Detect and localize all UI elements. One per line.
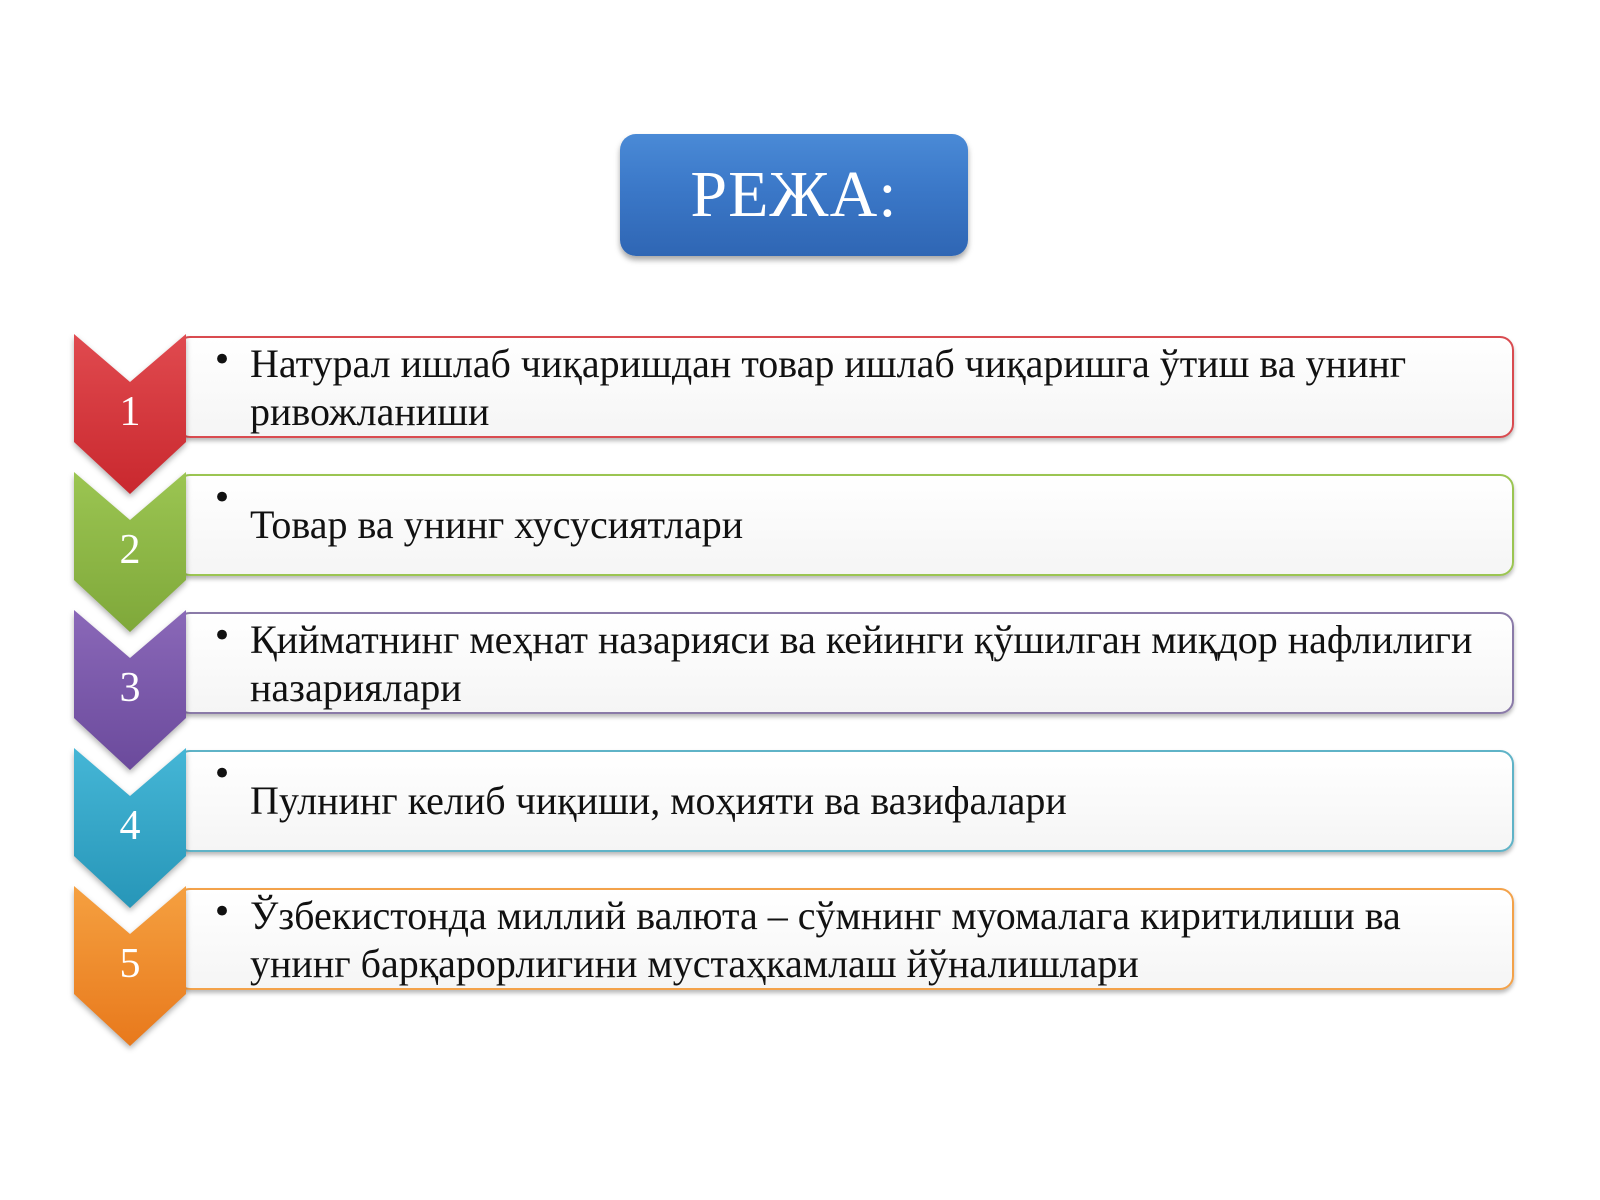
plan-item-1-text: Натурал ишлаб чиқаришдан товар ишлаб чиқаришга ўтиш ва унинг ривожланиши: [250, 341, 1407, 434]
bullet-icon: •: [212, 754, 233, 794]
bullet-icon: •: [212, 340, 233, 380]
plan-item-5-text: Ўзбекистонда миллий валюта – сўмнинг муомалага киритилиши ва унинг барқарорлигини мустаҳкамлаш йўналишлари: [250, 893, 1401, 986]
plan-item-5-box: [176, 888, 1514, 990]
bullet-icon: •: [212, 478, 233, 518]
plan-item-2-number: 2: [119, 527, 141, 573]
plan-item-3-box: [176, 612, 1514, 714]
plan-item-3-text: Қийматнинг меҳнат назарияси ва кейинги қўшилган миқдор нафлилиги назариялари: [250, 617, 1473, 710]
plan-item-1-number: 1: [119, 389, 141, 435]
page-title: РЕЖА:: [690, 158, 898, 231]
plan-item-4-chevron: [74, 748, 186, 908]
plan-item-4-text: Пулнинг келиб чиқиши, моҳияти ва вазифалари: [250, 778, 1067, 823]
plan-item-5-chevron: [74, 886, 186, 1046]
plan-item-1-chevron: [74, 334, 186, 494]
plan-item-1-box: [176, 336, 1514, 438]
plan-item-2-text: Товар ва унинг хусусиятлари: [250, 502, 744, 547]
plan-item-2-chevron: [74, 472, 186, 632]
plan-item-3-chevron: [74, 610, 186, 770]
plan-item-5-number: 5: [119, 941, 141, 987]
plan-item-3-number: 3: [119, 665, 141, 711]
title-banner: [620, 134, 968, 256]
plan-item-4-number: 4: [119, 803, 141, 849]
bullet-icon: •: [212, 616, 233, 656]
plan-item-4-box: [176, 750, 1514, 852]
bullet-icon: •: [212, 892, 233, 932]
plan-item-2-box: [176, 474, 1514, 576]
